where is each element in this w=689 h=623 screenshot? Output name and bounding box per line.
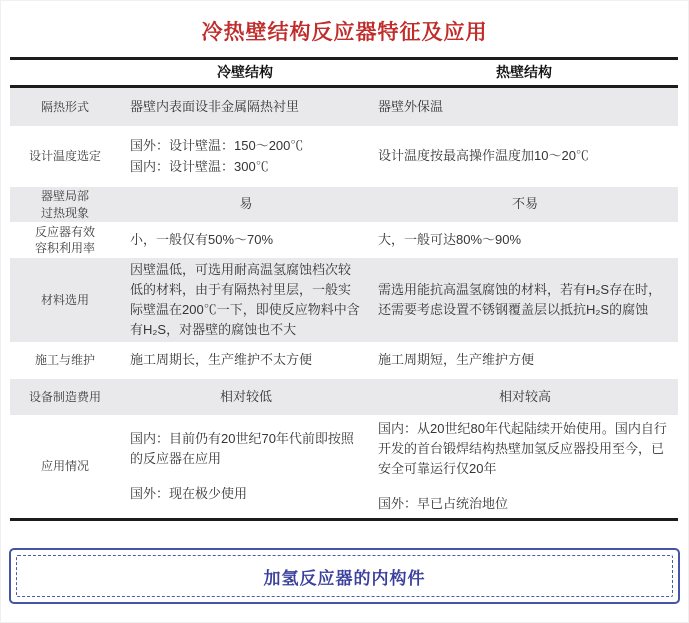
row-label [10, 148, 120, 164]
cell-cold [120, 136, 370, 176]
column-header-hot-wall: 热壁结构 [496, 63, 552, 80]
row-label-line: 反应器有效 [34, 224, 95, 239]
cell-line: 相对较低 [219, 388, 272, 404]
cell-line: 设计温度按最高操作温度加10～20℃ [378, 148, 589, 164]
table-row [10, 258, 678, 342]
row-label [10, 99, 120, 115]
cell-hot [370, 280, 678, 320]
row-label-line: 器壁局部 [40, 189, 89, 204]
table-row [10, 342, 678, 379]
cell-cold [120, 97, 370, 117]
row-label [10, 352, 120, 368]
cell-line: 国外：设计壁温：150～200℃ [130, 138, 304, 154]
table-header-row [10, 60, 678, 88]
cell-line: 易 [239, 196, 253, 212]
cell-cold [120, 429, 370, 504]
cell-line: 国内：设计壁温：300℃ [130, 158, 269, 174]
row-label-line: 应用情况 [40, 459, 89, 474]
row-label [10, 389, 120, 405]
cell-hot [370, 419, 678, 515]
row-label-line: 设计温度选定 [28, 149, 101, 164]
cell-line: 器壁外保温 [378, 98, 444, 114]
cell-line: 相对较高 [498, 388, 551, 404]
column-header-cold-wall: 冷壁结构 [217, 63, 273, 80]
cell-cold [120, 387, 370, 407]
table-row [10, 379, 678, 415]
cell-line: 小，一般仅有50%～70% [130, 231, 274, 247]
cell-paragraph: 国外：现在极少使用 [130, 486, 248, 502]
cell-cold [120, 230, 370, 250]
cell-hot [370, 350, 678, 370]
cell-hot [370, 97, 678, 117]
cell-paragraph: 国内：目前仍有20世纪70年代前即按照的反应器在应用 [130, 430, 354, 466]
row-label-line: 施工与维护 [34, 353, 95, 368]
cell-hot [370, 230, 678, 250]
row-label-line: 容积利用率 [34, 241, 95, 255]
cell-line: 施工周期短，生产维护方便 [378, 352, 535, 368]
cell-line: 施工周期长，生产维护不太方便 [130, 352, 313, 368]
article-page [1, 16, 688, 604]
row-label-line: 过热现象 [40, 205, 89, 220]
cell-line: 大，一般可达80%～90% [378, 231, 522, 247]
cell-hot [370, 194, 678, 214]
cell-hot [370, 146, 678, 166]
cell-line: 不易 [511, 196, 538, 212]
cell-cold [120, 350, 370, 370]
cell-paragraph: 国外：早已占统治地位 [378, 496, 509, 512]
table-row [10, 88, 678, 126]
comparison-table [10, 57, 678, 521]
cell-paragraph: 国内：从20世纪80年代起陆续开始使用。国内自行开发的首台锻焊结构热壁加氢反应器投用至今，已安全可靠运行仅20年 [378, 420, 667, 476]
row-label [10, 458, 120, 474]
table-row [10, 187, 678, 222]
cell-line: 因壁温低，可选用耐高温氢腐蚀档次较低的材料，由于有隔热衬里层，一般实际壁温在200℃一下，即使反应物料中含有H₂S，对器壁的腐蚀也不大 [130, 261, 360, 338]
cell-line: 器壁内表面设非金属隔热衬里 [130, 98, 300, 114]
table-row [10, 415, 678, 518]
page-title: 冷热壁结构反应器特征及应用 [201, 21, 488, 44]
section-banner-title: 加氢反应器的内构件 [263, 568, 426, 588]
row-label-line: 材料选用 [40, 292, 89, 307]
cell-cold [120, 194, 370, 214]
cell-hot [370, 387, 678, 407]
row-label-line: 隔热形式 [40, 99, 89, 114]
table-row [10, 126, 678, 187]
section-banner [9, 548, 680, 604]
cell-cold [120, 260, 370, 341]
row-label-line: 设备制造费用 [28, 389, 101, 404]
cell-line: 需选用能抗高温氢腐蚀的材料，若有H₂S存在时，还需要考虑设置不锈钢覆盖层以抵抗H₂S的腐蚀 [378, 281, 662, 317]
row-label [10, 292, 120, 308]
section-banner-dashed-frame [16, 555, 673, 597]
row-label [10, 224, 120, 256]
row-label [10, 188, 120, 220]
table-row [10, 222, 678, 258]
